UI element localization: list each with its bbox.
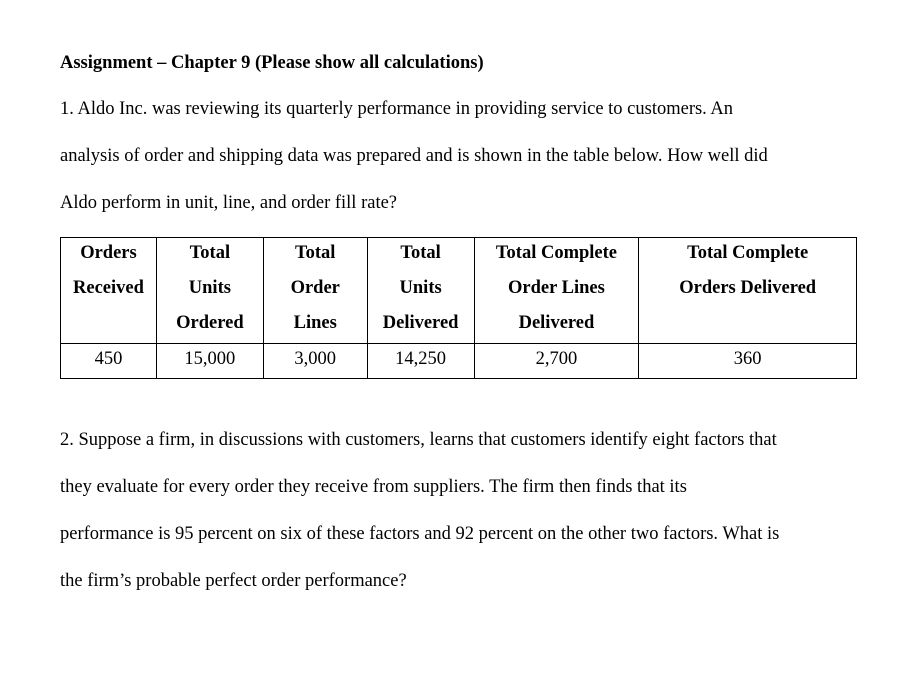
question-1-line-3: Aldo perform in unit, line, and order fill rate? bbox=[60, 193, 398, 213]
question-2-line-2: they evaluate for every order they receive from suppliers. The firm then finds that its bbox=[60, 477, 687, 497]
assignment-heading: Assignment – Chapter 9 (Please show all calculations) bbox=[60, 53, 484, 73]
question-1-line-1: 1. Aldo Inc. was reviewing its quarterly performance in providing service to customers. An bbox=[60, 99, 734, 119]
question-1-line-2: analysis of order and shipping data was prepared and is shown in the table below. How well did bbox=[60, 146, 768, 166]
order-data-table bbox=[60, 237, 857, 379]
value-total-units-ordered: 15,000 bbox=[156, 344, 263, 379]
question-2-line-3: performance is 95 percent on six of these factors and 92 percent on the other two factors. What is bbox=[60, 524, 780, 544]
question-2-line-4: the firm’s probable perfect order performance? bbox=[60, 571, 407, 591]
value-total-order-lines: 3,000 bbox=[263, 344, 367, 379]
header-total-units-delivered: Total Units Delivered bbox=[367, 238, 474, 344]
table-row bbox=[61, 344, 857, 379]
value-total-complete-orders-delivered: 360 bbox=[639, 344, 857, 379]
header-orders-received: Orders Received bbox=[61, 238, 157, 344]
question-2-line-1: 2. Suppose a firm, in discussions with customers, learns that customers identify eight factors that bbox=[60, 430, 777, 450]
header-total-order-lines: Total Order Lines bbox=[263, 238, 367, 344]
header-total-complete-orders-delivered: Total Complete Orders Delivered bbox=[639, 238, 857, 344]
value-total-complete-order-lines-delivered: 2,700 bbox=[474, 344, 639, 379]
value-orders-received: 450 bbox=[61, 344, 157, 379]
value-total-units-delivered: 14,250 bbox=[367, 344, 474, 379]
header-total-complete-order-lines-delivered: Total Complete Order Lines Delivered bbox=[474, 238, 639, 344]
header-total-units-ordered: Total Units Ordered bbox=[156, 238, 263, 344]
table-header-row bbox=[61, 238, 857, 344]
